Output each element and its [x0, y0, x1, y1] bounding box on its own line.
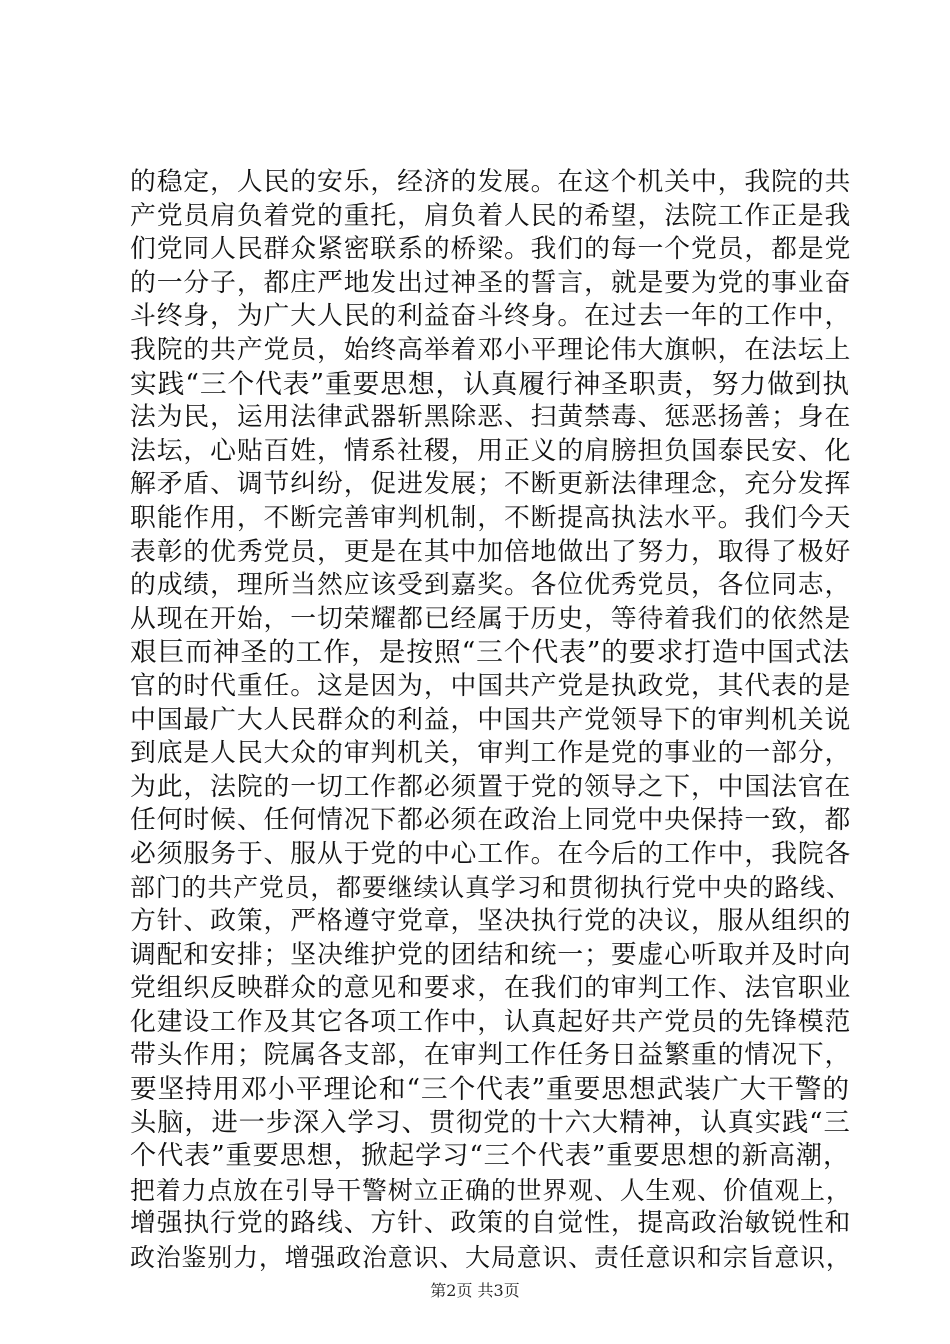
text-line: 要坚持用邓小平理论和“三个代表”重要思想武装广大干警的 [130, 1074, 850, 1106]
text-line: 们党同人民群众紧密联系的桥梁。我们的每一个党员，都是党 [130, 234, 852, 265]
text-line: 化建设工作及其它各项工作中，认真起好共产党员的先锋模范 [130, 1006, 852, 1037]
text-line: 的稳定，人民的安乐，经济的发展。在这个机关中，我院的共 [130, 167, 852, 197]
text-line: 官的时代重任。这是因为，中国共产党是执政党，其代表的是 [130, 670, 852, 701]
text-line: 的成绩，理所当然应该受到嘉奖。各位优秀党员，各位同志， [130, 570, 852, 601]
text-line: 解矛盾、调节纠纷，促进发展；不断更新法律理念，充分发挥 [130, 469, 852, 500]
text-line: 到底是人民大众的审判机关，审判工作是党的事业的一部分， [130, 738, 852, 769]
text-line: 把着力点放在引导干警树立正确的世界观、人生观、价值观上， [130, 1175, 852, 1205]
text-line: 中国最广大人民群众的利益，中国共产党领导下的审判机关说 [130, 704, 852, 735]
text-line: 增强执行党的路线、方针、政策的自觉性，提高政治敏锐性和 [130, 1208, 852, 1239]
text-line: 为此，法院的一切工作都必须置于党的领导之下，中国法官在 [130, 771, 852, 802]
text-line: 职能作用，不断完善审判机制，不断提高执法水平。我们今天 [130, 502, 852, 533]
text-line: 政治鉴别力，增强政治意识、大局意识、责任意识和宗旨意识， [130, 1243, 852, 1272]
text-line: 我院的共产党员，始终高举着邓小平理论伟大旗帜，在法坛上 [130, 334, 852, 365]
text-line: 斗终身，为广大人民的利益奋斗终身。在过去一年的工作中， [130, 301, 852, 332]
text-line: 法为民，运用法律武器斩黑除恶、扫黄禁毒、惩恶扬善；身在 [130, 402, 852, 433]
text-line: 党组织反映群众的意见和要求，在我们的审判工作、法官职业 [130, 973, 852, 1004]
text-line: 部门的共产党员，都要继续认真学习和贯彻执行党中央的路线、 [130, 873, 852, 903]
text-line: 法坛，心贴百姓，情系社稷，用正义的肩膀担负国泰民安、化 [130, 435, 852, 466]
text-line: 方针、政策，严格遵守党章，坚决执行党的决议，服从组织的 [130, 906, 852, 937]
text-line: 的一分子，都庄严地发出过神圣的誓言，就是要为党的事业奋 [130, 267, 852, 298]
text-line: 调配和安排；坚决维护党的团结和统一；要虚心听取并及时向 [130, 939, 852, 970]
text-line: 头脑，进一步深入学习、贯彻党的十六大精神，认真实践“三 [130, 1107, 851, 1138]
page-footer: 第2页 共3页 [430, 1281, 520, 1300]
text-line: 从现在开始，一切荣耀都已经属于历史，等待着我们的依然是 [130, 603, 852, 634]
text-line: 艰巨而神圣的工作，是按照“三个代表”的要求打造中国式法 [130, 637, 850, 669]
text-line: 必须服务于、服从于党的中心工作。在今后的工作中，我院各 [130, 838, 852, 869]
text-line: 任何时候、任何情况下都必须在政治上同党中央保持一致，都 [130, 805, 852, 836]
text-line: 表彰的优秀党员，更是在其中加倍地做出了努力，取得了极好 [130, 536, 852, 567]
text-line: 个代表”重要思想，掀起学习“三个代表”重要思想的新高潮， [130, 1141, 851, 1172]
text-line: 带头作用；院属各支部，在审判工作任务日益繁重的情况下， [130, 1040, 852, 1071]
body-text [130, 166, 850, 1275]
text-line: 实践“三个代表”重要思想，认真履行神圣职责，努力做到执 [130, 368, 850, 400]
text-line: 产党员肩负着党的重托，肩负着人民的希望，法院工作正是我 [130, 200, 852, 231]
